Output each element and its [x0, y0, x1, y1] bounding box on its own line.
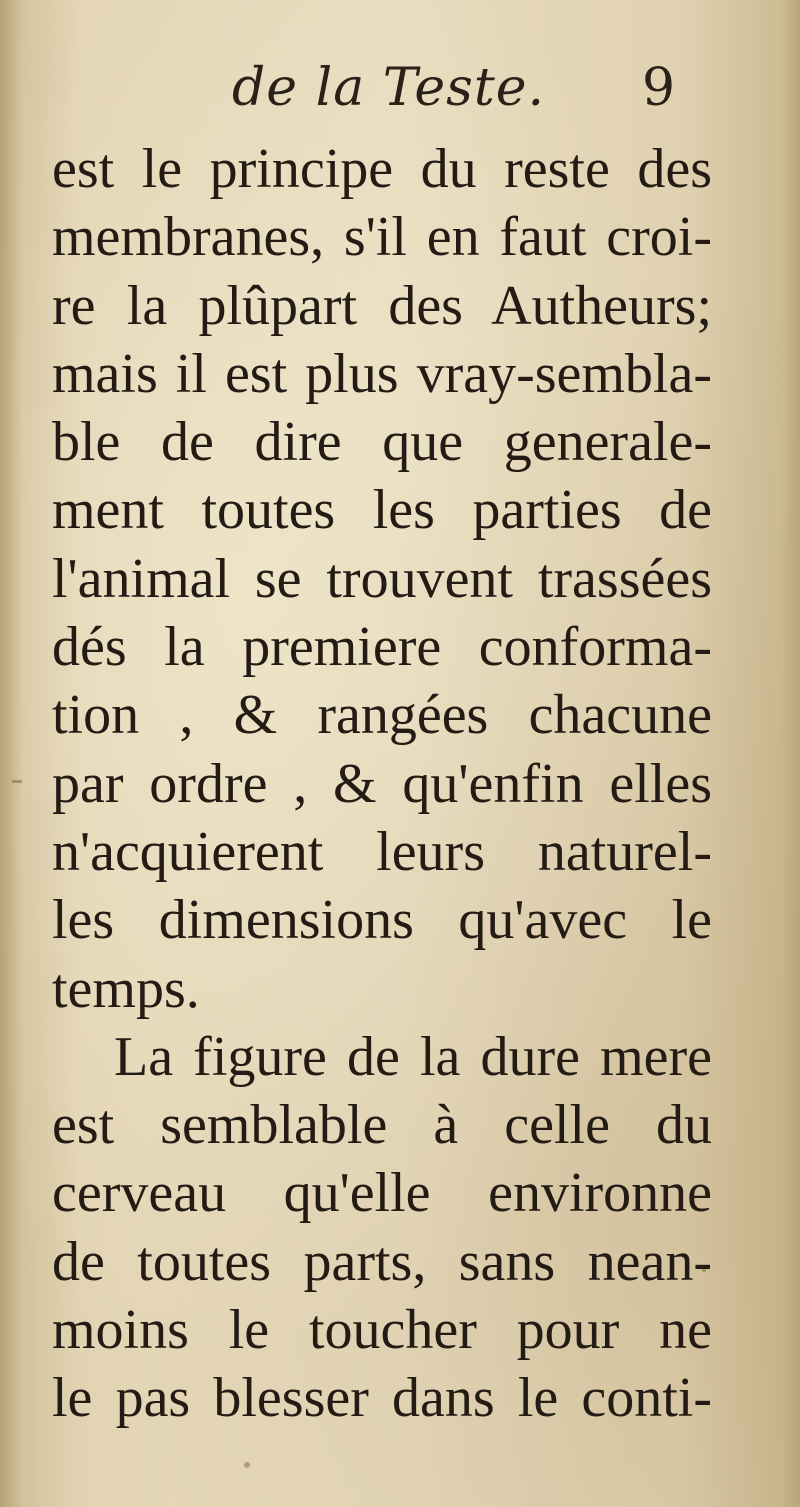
- running-title: de la Teste.: [232, 58, 546, 118]
- page-edge-shadow-right: [782, 0, 800, 1507]
- text-line: est le principe du reste des: [52, 138, 712, 200]
- paper-speck: [12, 780, 22, 783]
- text-line: cerveau qu'elle environne: [52, 1162, 712, 1225]
- body-text: [52, 135, 712, 1433]
- text-line: n'acquierent leurs naturel-: [52, 820, 712, 883]
- text-line: l'animal se trouvent trassées: [52, 547, 712, 610]
- paragraph-1: [52, 135, 712, 1023]
- paragraph-2: [52, 1023, 712, 1433]
- text-line: re la plûpart des Autheurs;: [52, 274, 712, 337]
- text-line: les dimensions qu'avec le: [52, 889, 712, 952]
- paper-speck: [702, 1268, 706, 1272]
- text-line: de toutes parts, sans nean-: [52, 1230, 712, 1293]
- page-header: [0, 58, 800, 138]
- text-line: est semblable à celle du: [52, 1094, 712, 1157]
- text-line: ment toutes les parties de: [52, 479, 712, 542]
- text-line: mais il est plus vray-sembla-: [52, 342, 712, 405]
- text-line: temps.: [52, 957, 200, 1020]
- page-number: 9: [642, 58, 676, 118]
- text-line: dés la premiere conforma-: [52, 616, 712, 679]
- text-line: tion , & rangées chacune: [52, 684, 712, 747]
- text-line: ble de dire que generale-: [52, 411, 712, 474]
- text-line: moins le toucher pour ne: [52, 1299, 712, 1362]
- page-edge-shadow-left: [0, 0, 22, 1507]
- text-line: par ordre , & qu'enfin elles: [52, 752, 712, 815]
- text-line: La figure de la dure mere: [114, 1025, 712, 1088]
- text-line: le pas blesser dans le conti-: [52, 1367, 712, 1430]
- paper-speck: [244, 1462, 250, 1468]
- text-line: membranes, s'il en faut croi-: [52, 206, 712, 269]
